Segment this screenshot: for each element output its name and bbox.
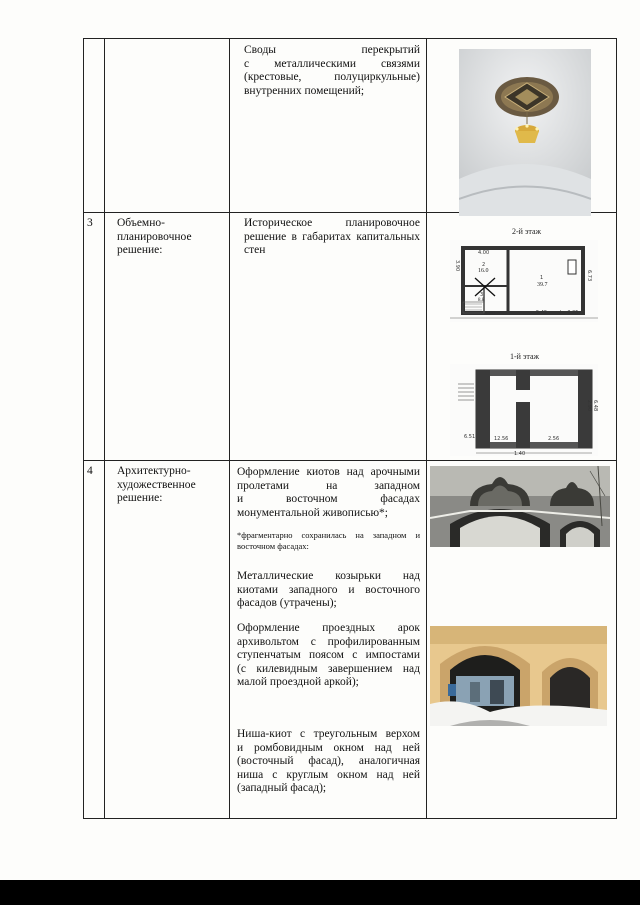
row1-description bbox=[244, 44, 420, 98]
row3-name bbox=[117, 465, 227, 506]
text-line: пролетами на западном bbox=[237, 479, 420, 492]
row3-footnote bbox=[237, 530, 420, 551]
archway-passage-photo bbox=[430, 626, 607, 726]
plan1-dim: 1.40 bbox=[514, 451, 526, 457]
plan2-dim: 4.00 bbox=[478, 250, 490, 256]
text-line: решение: bbox=[117, 492, 163, 504]
text-line: малой проездной аркой); bbox=[237, 676, 359, 688]
text-line: Металлические козырьки над bbox=[237, 570, 420, 582]
text-line: Своды перекрытий bbox=[244, 44, 420, 56]
text-line: Архитектурно- bbox=[117, 465, 191, 477]
text-line: Объемно- bbox=[117, 217, 165, 229]
archway-image-svg bbox=[430, 626, 607, 726]
text-line: архивольтом с профилированным bbox=[237, 635, 420, 648]
plan2-room-a-number: 2 bbox=[482, 262, 486, 268]
table-col-divider-3 bbox=[426, 38, 427, 819]
text-line: с металлическими связями bbox=[244, 57, 420, 70]
text-line: (крестовые, полуциркульные) bbox=[244, 71, 420, 83]
text-line: внутренних помещений; bbox=[244, 84, 365, 97]
table-border-bottom bbox=[83, 818, 617, 819]
text-line: восточном фасадах: bbox=[237, 540, 309, 551]
text-line: Историческое планировочное bbox=[244, 217, 420, 229]
row3-number: 4 bbox=[87, 465, 93, 477]
plan1-dim: 6.48 bbox=[592, 400, 598, 412]
text-line: художественное bbox=[117, 478, 196, 491]
plan2-room-c-number: 3 bbox=[480, 292, 484, 298]
facade-kiot-photo bbox=[430, 466, 610, 547]
text-line: планировочное bbox=[117, 230, 192, 243]
text-line: (с килевидным завершением над bbox=[237, 662, 420, 675]
plan1-dim: 6.51 bbox=[464, 434, 476, 440]
row2-number: 3 bbox=[87, 217, 93, 229]
plan2-dim: 3.90 bbox=[454, 260, 460, 272]
text-line: (западный фасад); bbox=[237, 782, 327, 794]
plan2-dim: h=3.25 bbox=[560, 310, 579, 316]
text-line: (восточный фасад), аналогичная bbox=[237, 755, 420, 767]
table-border-right bbox=[616, 38, 617, 819]
text-line: стен bbox=[244, 244, 266, 256]
plan1-dim: 2.90 bbox=[586, 400, 592, 412]
text-line: и восточном фасадах bbox=[237, 493, 420, 505]
text-line: Оформление проездных арок bbox=[237, 622, 420, 634]
plan2-room-a-area: 16.0 bbox=[478, 268, 489, 274]
plan1-dim: 12.56 bbox=[494, 436, 509, 442]
plan2-dim: 6.73 bbox=[586, 270, 592, 282]
facade-image-svg bbox=[430, 466, 610, 547]
floor-plan-1 bbox=[450, 364, 598, 456]
text-line: монументальной живописью*; bbox=[237, 506, 388, 519]
row3-block-1 bbox=[237, 466, 420, 520]
table-col-divider-1 bbox=[104, 38, 105, 819]
text-line: решение в габаритах капитальных bbox=[244, 230, 420, 243]
row2-description bbox=[244, 217, 420, 258]
row3-block-4 bbox=[237, 728, 420, 796]
table-row-divider-2 bbox=[83, 460, 617, 461]
text-line: киотами западного и восточного bbox=[237, 583, 420, 596]
plan2-dim: 5.45 bbox=[536, 310, 548, 316]
row3-block-2 bbox=[237, 570, 420, 611]
table-col-divider-2 bbox=[229, 38, 230, 819]
floor-plan-2-title: 2-й этаж bbox=[512, 227, 542, 236]
ceiling-vault-chandelier-photo bbox=[459, 49, 591, 216]
floor-plan-1-title: 1-й этаж bbox=[510, 352, 540, 361]
table-border-top bbox=[83, 38, 617, 39]
text-line: *фрагментарно сохранилась на западном и bbox=[237, 530, 420, 540]
text-line: фасадов (утрачены); bbox=[237, 597, 337, 609]
plan2-dim: 3.90 bbox=[484, 311, 496, 317]
text-line: и ромбовидным окном над ней bbox=[237, 741, 420, 754]
plan2-room-c-area: 8.8 bbox=[478, 298, 485, 303]
plan2-room-b-area: 39.7 bbox=[537, 282, 548, 288]
text-line: ступенчатым поясом с импостами bbox=[237, 649, 420, 661]
plan1-dim: 2.56 bbox=[548, 436, 560, 442]
text-line: Оформление киотов над арочными bbox=[237, 466, 420, 478]
table-border-left bbox=[83, 38, 84, 819]
text-line: ниша с круглым окном над ней bbox=[237, 768, 420, 781]
plan2-room-b-number: 1 bbox=[540, 275, 544, 281]
ceiling-image-svg bbox=[459, 49, 591, 216]
floor-plan-1-svg bbox=[450, 364, 598, 456]
scanner-bottom-edge bbox=[0, 880, 640, 905]
row3-block-3 bbox=[237, 622, 420, 690]
row2-name bbox=[117, 217, 227, 258]
text-line: решение: bbox=[117, 244, 163, 256]
text-line: Ниша-киот с треугольным верхом bbox=[237, 728, 420, 740]
